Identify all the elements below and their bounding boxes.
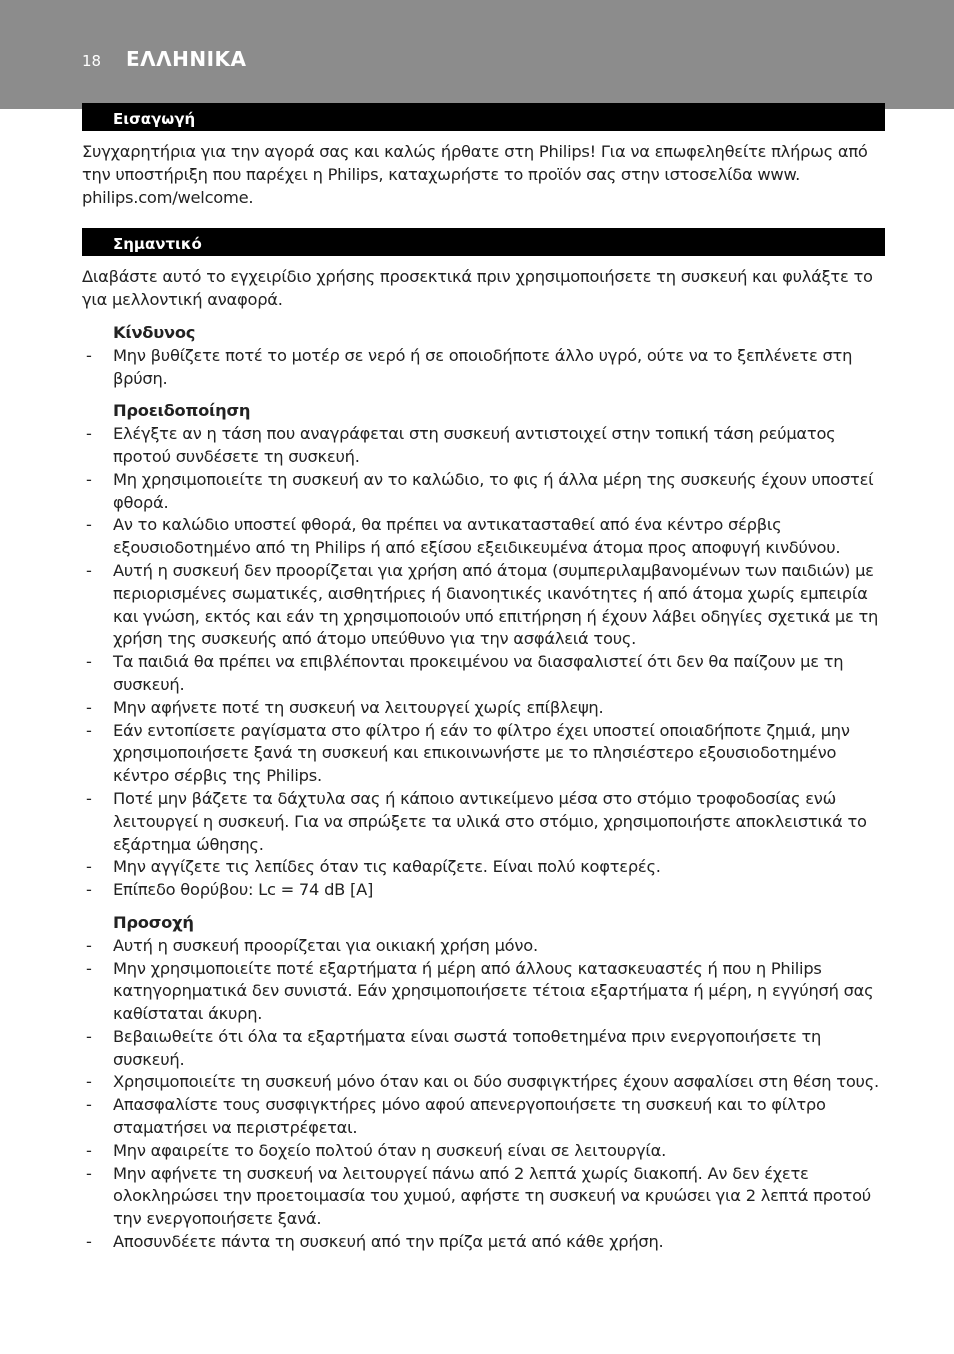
subheading-caution: Προσοχή bbox=[113, 912, 194, 932]
important-paragraph: Διαβάστε αυτό το εγχειρίδιο χρήσης προσεκτικά πριν χρησιμοποιήσετε τη συσκευή και φυλάξτε το για μελλοντική αναφορά. bbox=[82, 267, 873, 310]
page-header bbox=[0, 0, 954, 109]
list-item: - Αυτή η συσκευή προορίζεται για οικιακή χρήση μόνο. bbox=[82, 935, 885, 958]
list-item: - Μη χρησιμοποιείτε τη συσκευή αν το καλώδιο, το φις ή άλλα μέρη της συσκευής έχουν υποστεί φθορά. bbox=[82, 469, 885, 515]
warning-list bbox=[82, 423, 885, 902]
list-item: - Αυτή η συσκευή δεν προορίζεται για χρήση από άτομα (συμπεριλαμβανομένων των παιδιών) με περιορισμένες σωματικές, αισθητήριες ή διανοητικές ικανότητες ή από άτομα χωρίς εμπειρία και γνώση, εκτός και εάν τη χρησιμοποιούν υπό επιτήρηση ή έχουν λάβει οδηγίες σχετικά με τη χρήση της συσκευής από άτομο υπεύθυνο για την ασφάλειά τους. bbox=[82, 560, 885, 651]
list-item: - Μην αφαιρείτε το δοχείο πολτού όταν η συσκευή είναι σε λειτουργία. bbox=[82, 1140, 885, 1163]
list-item: - Αν το καλώδιο υποστεί φθορά, θα πρέπει να αντικατασταθεί από ένα κέντρο σέρβις εξουσιοδοτημένο από τη Philips ή από εξίσου εξειδικευμένα άτομα προς αποφυγή κινδύνου. bbox=[82, 514, 885, 560]
list-item: - Τα παιδιά θα πρέπει να επιβλέπονται προκειμένου να διασφαλιστεί ότι δεν θα παίζουν με τη συσκευή. bbox=[82, 651, 885, 697]
page-content bbox=[82, 103, 885, 1254]
subheading-warning: Προειδοποίηση bbox=[113, 401, 251, 421]
list-item: - Αποσυνδέετε πάντα τη συσκευή από την πρίζα μετά από κάθε χρήση. bbox=[82, 1231, 885, 1254]
language-title: ΕΛΛΗΝΙΚΑ bbox=[126, 47, 247, 71]
list-item: - Βεβαιωθείτε ότι όλα τα εξαρτήματα είναι σωστά τοποθετημένα πριν ενεργοποιήσετε τη συσκευή. bbox=[82, 1026, 885, 1072]
list-item: - Μην βυθίζετε ποτέ το μοτέρ σε νερό ή σε οποιοδήποτε άλλο υγρό, ούτε να το ξεπλένετε στη βρύση. bbox=[82, 345, 885, 391]
intro-paragraph: Συγχαρητήρια για την αγορά σας και καλώς ήρθατε στη Philips! Για να επωφεληθείτε πλήρως από την υποστήριξη που παρέχει η Philips, καταχωρήστε το προϊόν σας στην ιστοσελίδα www. philips.com/welcome. bbox=[82, 142, 868, 207]
list-item: - Ποτέ μην βάζετε τα δάχτυλα σας ή κάποιο αντικείμενο μέσα στο στόμιο τροφοδοσίας ενώ λειτουργεί η συσκευή. Για να σπρώξετε τα υλικά στο στόμιο, χρησιμοποιήστε αποκλειστικά το εξάρτημα ώθησης. bbox=[82, 788, 885, 856]
list-item: - Επίπεδο θορύβου: Lc = 74 dB [A] bbox=[82, 879, 885, 902]
list-item: - Εάν εντοπίσετε ραγίσματα στο φίλτρο ή εάν το φίλτρο έχει υποστεί οποιαδήποτε ζημιά, μην χρησιμοποιήσετε ξανά τη συσκευή και επικοινωνήστε με το πλησιέστερο εξουσιοδοτημένο κέντρο σέρβις της Philips. bbox=[82, 720, 885, 788]
caution-list bbox=[82, 935, 885, 1254]
section-title-important: Σημαντικό bbox=[82, 228, 885, 256]
section-title-intro: Εισαγωγή bbox=[82, 103, 885, 131]
danger-list bbox=[82, 345, 885, 391]
list-item: - Μην αγγίζετε τις λεπίδες όταν τις καθαρίζετε. Είναι πολύ κοφτερές. bbox=[82, 856, 885, 879]
list-item: - Χρησιμοποιείτε τη συσκευή μόνο όταν και οι δύο συσφιγκτήρες έχουν ασφαλίσει στη θέση τους. bbox=[82, 1071, 885, 1094]
subheading-danger: Κίνδυνος bbox=[113, 322, 196, 342]
list-item: - Μην αφήνετε τη συσκευή να λειτουργεί πάνω από 2 λεπτά χωρίς διακοπή. Αν δεν έχετε ολοκληρώσει την προετοιμασία του χυμού, αφήστε τη συσκευή να κρυώσει για 2 λεπτά προτού την ενεργοποιήσετε ξανά. bbox=[82, 1163, 885, 1231]
list-item: - Μην αφήνετε ποτέ τη συσκευή να λειτουργεί χωρίς επίβλεψη. bbox=[82, 697, 885, 720]
page-number: 18 bbox=[82, 52, 102, 70]
list-item: - Ελέγξτε αν η τάση που αναγράφεται στη συσκευή αντιστοιχεί στην τοπική τάση ρεύματος προτού συνδέσετε τη συσκευή. bbox=[82, 423, 885, 469]
list-item: - Απασφαλίστε τους συσφιγκτήρες μόνο αφού απενεργοποιήσετε τη συσκευή και το φίλτρο σταματήσει να περιστρέφεται. bbox=[82, 1094, 885, 1140]
list-item: - Μην χρησιμοποιείτε ποτέ εξαρτήματα ή μέρη από άλλους κατασκευαστές ή που η Philips κατηγορηματικά δεν συνιστά. Εάν χρησιμοποιήσετε τέτοια εξαρτήματα ή μέρη, η εγγύησή σας καθίσταται άκυρη. bbox=[82, 958, 885, 1026]
